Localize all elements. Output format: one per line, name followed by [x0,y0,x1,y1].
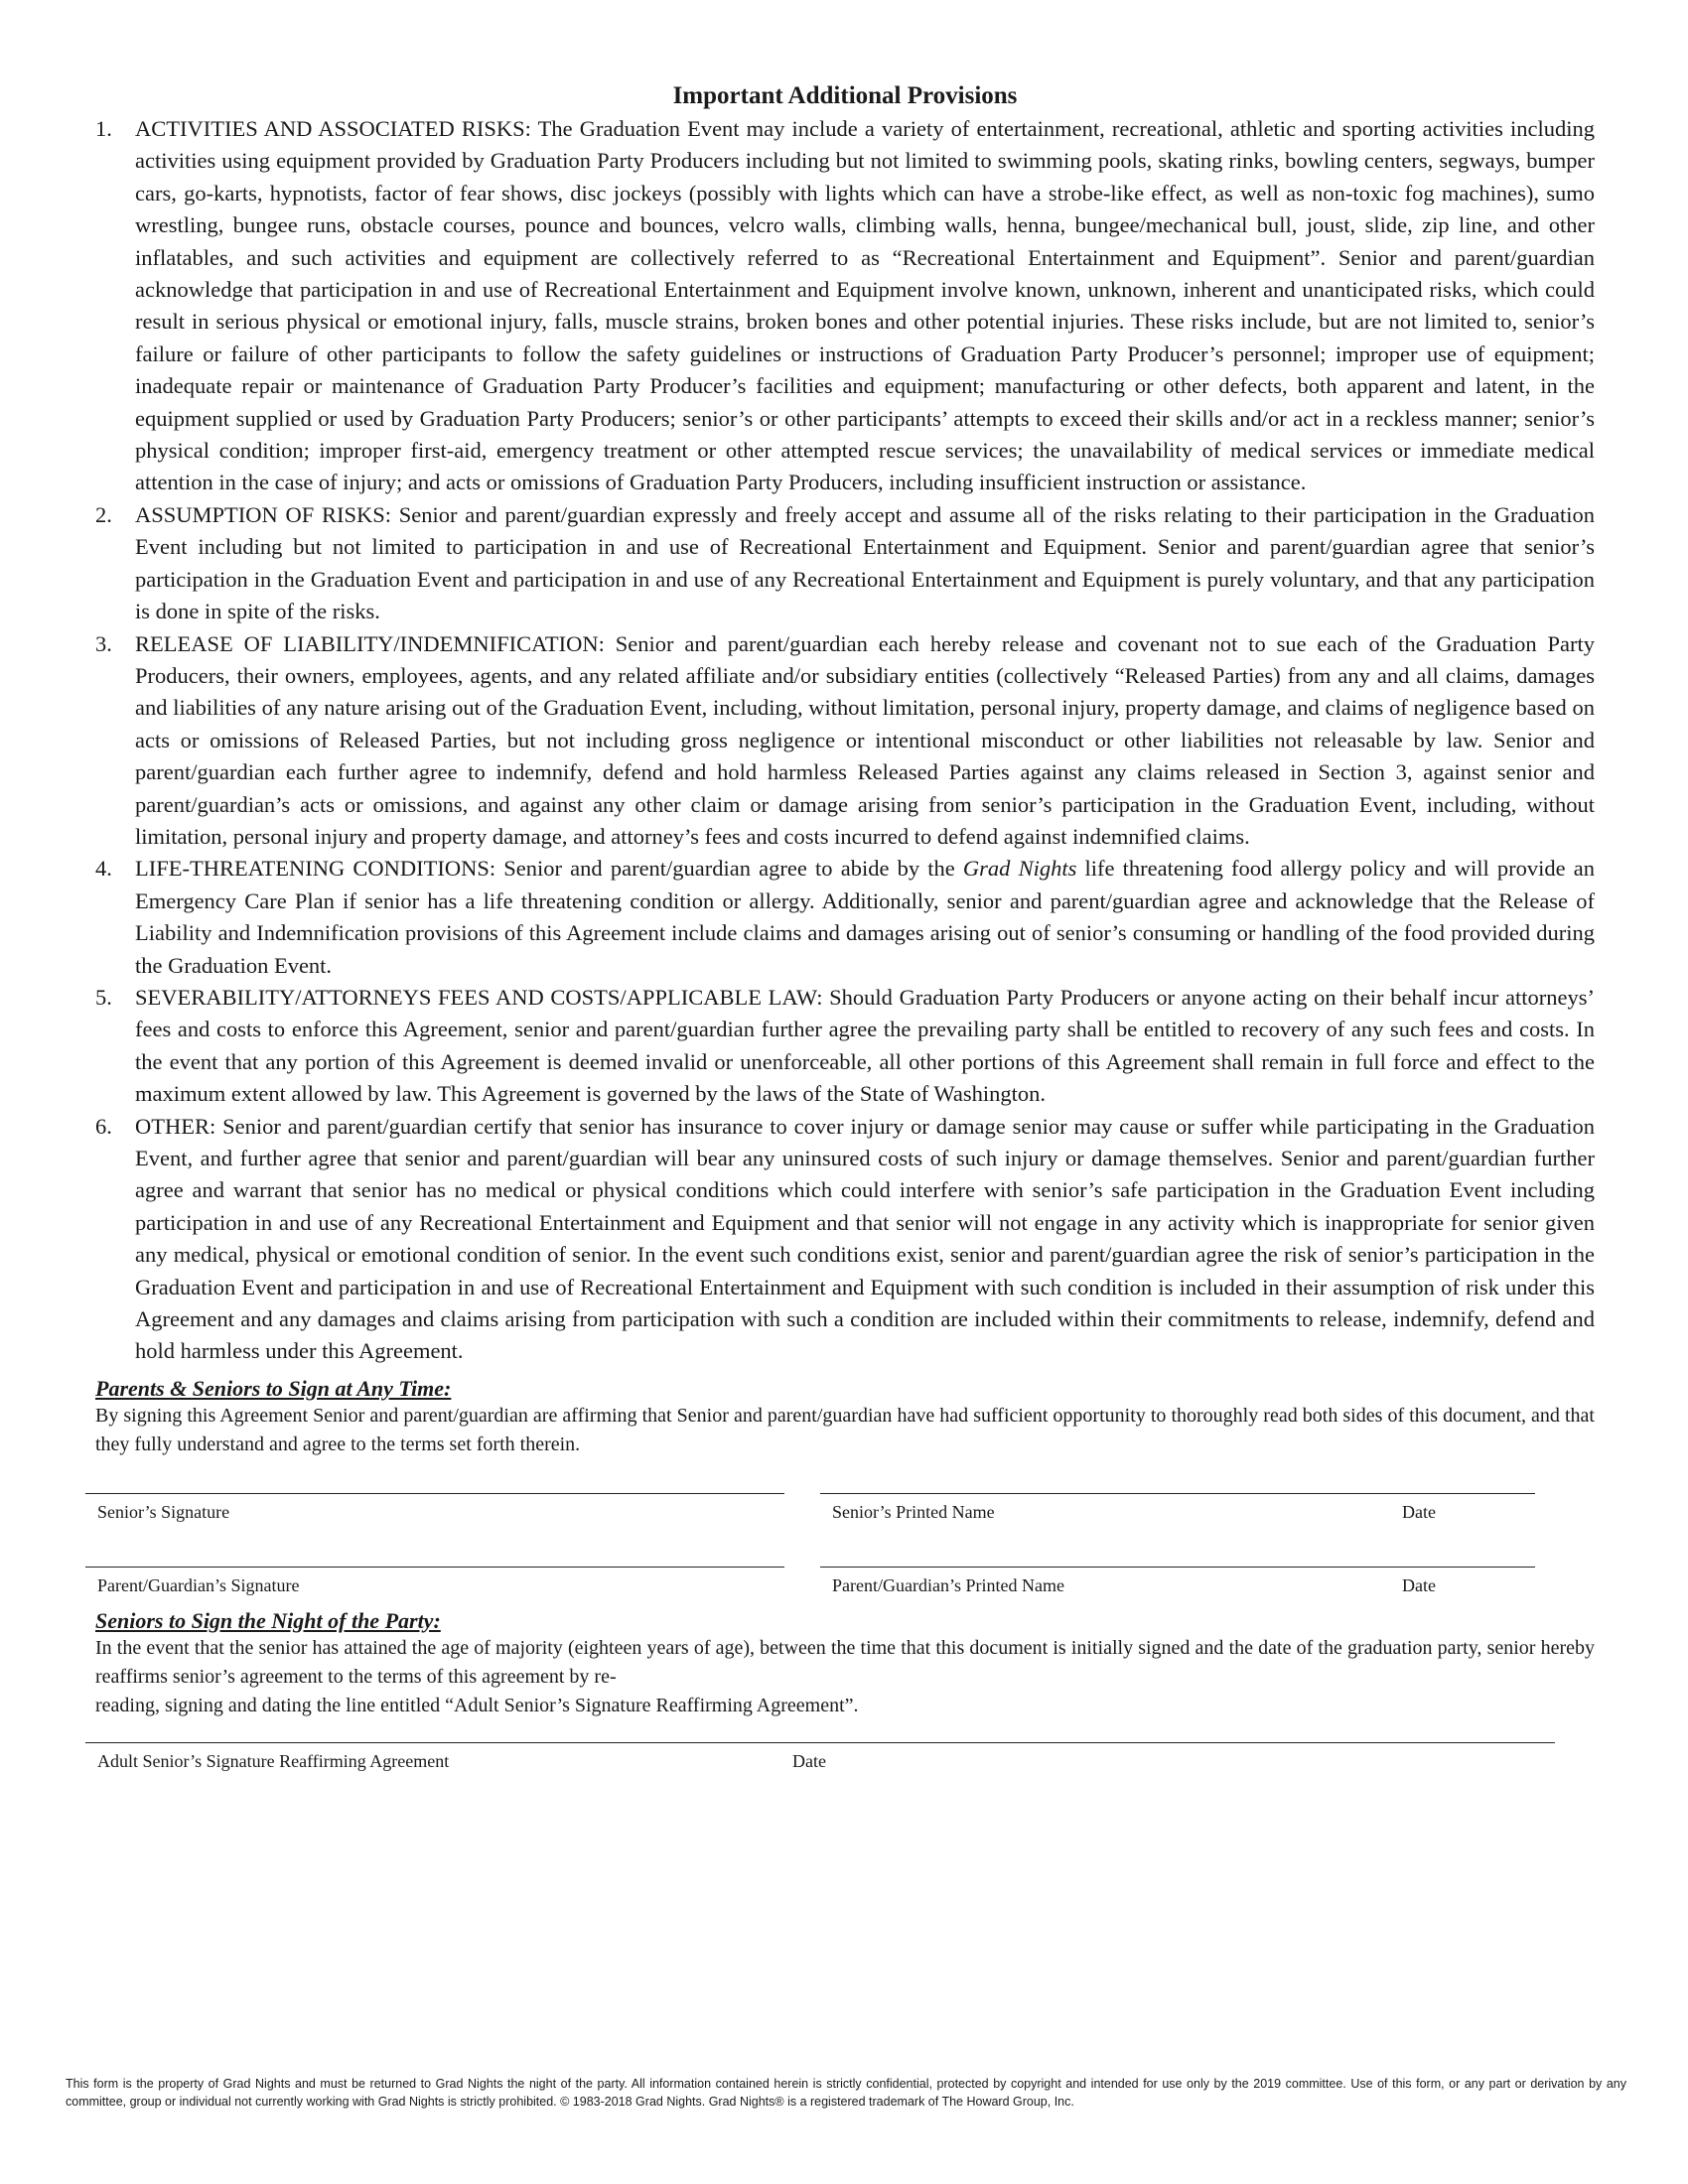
sign-anytime-text: By signing this Agreement Senior and parent/guardian are affirming that Senior and parent/guardian have had sufficient opportunity to thoroughly read both sides of this document, and that they fully understand and agree to the terms set forth therein. [95,1404,1595,1455]
sign-anytime-heading: Parents & Seniors to Sign at Any Time: [95,1375,452,1401]
senior-signature-line[interactable] [85,1493,784,1494]
provision-number: 6. [95,1113,112,1139]
grad-nights-italic: Grad Nights [962,856,1077,882]
senior-printed-name-label: Senior’s Printed Name [832,1501,995,1522]
adult-signature-line[interactable] [85,1742,1555,1743]
provision-number: 5. [95,984,112,1010]
provision-text-before: LIFE-THREATENING CONDITIONS: Senior and parent/guardian agree to abide by the [135,856,963,882]
parent-signature-line[interactable] [85,1567,784,1568]
provision-5 [95,982,1595,1111]
provision-text-after: life threatening food allergy policy and will provide an Emergency Care Plan if senior has a life threatening condition or allergy. Additionally, senior and parent/guardian agree and acknowledge that the Release of Liability and Indemnification provisions of this Agreement include claims and damages arising out of senior’s consuming or handling of the food provided during the Graduation Event. [135,856,1595,978]
provision-3 [95,628,1595,854]
parent-date-label: Date [1402,1574,1436,1595]
sign-night-heading: Seniors to Sign the Night of the Party: [95,1607,441,1633]
adult-signature-label: Adult Senior’s Signature Reaffirming Agreement [97,1750,450,1771]
senior-signature-label: Senior’s Signature [97,1501,230,1522]
provision-4 [95,853,1595,982]
provision-2 [95,499,1595,628]
provision-text: RELEASE OF LIABILITY/INDEMNIFICATION: Senior and parent/guardian each hereby release and covenant not to sue each of the Graduation Party Producers, their owners, employees, agents, and any related affiliate and/or subsidiary entities (collectively “Released Parties) from any and all claims, damages and liabilities of any nature arising out of the Graduation Event, including, without limitation, personal injury, property damage, and claims of negligence based on acts or omissions of Released Parties, but not including gross negligence or intentional misconduct or other liabilities not releasable by law. Senior and parent/guardian each further agree to indemnify, defend and hold harmless Released Parties against any claims released in Section 3, against senior and parent/guardian’s acts or omissions, and against any other claim or damage arising from senior’s participation in the Graduation Event, including, without limitation, personal injury and property damage, and attorney’s fees and costs incurred to defend against indemnified claims. [135,630,1595,849]
senior-signature-row [95,1493,1595,1567]
adult-date-label: Date [792,1750,826,1771]
parent-printed-name-line[interactable] [820,1567,1535,1568]
senior-date-label: Date [1402,1501,1436,1522]
provision-number: 4. [95,856,112,882]
provision-text: ASSUMPTION OF RISKS: Senior and parent/guardian expressly and freely accept and assume all of the risks relating to their participation in the Graduation Event including but not limited to participation in and use of Recreational Entertainment and Equipment. Senior and parent/guardian agree that senior’s participation in the Graduation Event and participation in and use of any Recreational Entertainment and Equipment is purely voluntary, and that any participation is done in spite of the risks. [135,501,1595,624]
provision-number: 1. [95,116,112,141]
provision-6 [95,1111,1595,1368]
provision-1 [95,113,1595,499]
sign-night-text-line2: reading, signing and dating the line entitled “Adult Senior’s Signature Reaffirming Agreement”. [95,1694,859,1716]
provision-text: SEVERABILITY/ATTORNEYS FEES AND COSTS/APPLICABLE LAW: Should Graduation Party Producers or anyone acting on their behalf incur attorneys’ fees and costs to enforce this Agreement, senior and parent/guardian further agree the prevailing party shall be entitled to recovery of any such fees and costs. In the event that any portion of this Agreement is deemed invalid or unenforceable, all other portions of this Agreement shall remain in full force and effect to the maximum extent allowed by law. This Agreement is governed by the laws of the State of Washington. [135,984,1595,1107]
senior-printed-name-line[interactable] [820,1493,1535,1494]
provision-number: 3. [95,630,112,656]
adult-signature-row [95,1742,1595,1816]
provision-text: OTHER: Senior and parent/guardian certify that senior has insurance to cover injury or damage senior may cause or suffer while participating in the Graduation Event, and further agree that senior and parent/guardian will bear any uninsured costs of such injury or damage themselves. Senior and parent/guardian further agree and warrant that senior has no medical or physical conditions which could interfere with senior’s safe participation in the Graduation Event including participation in and use of any Recreational Entertainment and Equipment and that senior will not engage in any activity which is inappropriate for senior given any medical, physical or emotional condition of senior. In the event such conditions exist, senior and parent/guardian agree the risk of senior’s participation in the Graduation Event and participation in and use of Recreational Entertainment and Equipment with such condition is included in their assumption of risk under this Agreement and any damages and claims arising from participation with such a condition are included within their commitments to release, indemnify, defend and hold harmless under this Agreement. [135,1113,1595,1364]
footer-notice: This form is the property of Grad Nights and must be returned to Grad Nights the night of the party. All information contained herein is strictly confidential, protected by copyright and intended for use only by the 2019 committee. Use of this form, or any part or derivation by any committee, group or individual not currently working with Grad Nights is strictly prohibited. © 1983-2018 Grad Nights. Grad Nights® is a registered trademark of The Howard Group, Inc. [66,2077,1626,2109]
parent-signature-label: Parent/Guardian’s Signature [97,1574,300,1595]
document-page [95,81,1595,1816]
provisions-list [95,113,1595,1368]
parent-signature-row [95,1567,1595,1640]
provision-text: ACTIVITIES AND ASSOCIATED RISKS: The Graduation Event may include a variety of entertainment, recreational, athletic and sporting activities including activities using equipment provided by Graduation Party Producers including but not limited to swimming pools, skating rinks, bowling centers, segways, bumper cars, go-karts, hypnotists, factor of fear shows, disc jockeys (possibly with lights which can have a strobe-like effect, as well as non-toxic fog machines), sumo wrestling, bungee runs, obstacle courses, pounce and bounces, velcro walls, climbing walls, henna, bungee/mechanical bull, joust, slide, zip line, and other inflatables, and such activities and equipment are collectively referred to as “Recreational Entertainment and Equipment”. Senior and parent/guardian acknowledge that participation in and use of Recreational Entertainment and Equipment involve known, unknown, inherent and unanticipated risks, which could result in serious physical or emotional injury, falls, muscle strains, broken bones and other potential injuries. These risks include, but are not limited to, senior’s failure or failure of other participants to follow the safety guidelines or instructions of Graduation Party Producer’s personnel; improper use of equipment; inadequate repair or maintenance of Graduation Party Producer’s facilities and equipment; manufacturing or other defects, both apparent and latent, in the equipment supplied or used by Graduation Party Producers; senior’s or other participants’ attempts to exceed their skills and/or act in a reckless manner; senior’s physical condition; improper first-aid, emergency treatment or other attempted rescue services; the unavailability of medical services or immediate medical attention in the case of injury; and acts or omissions of Graduation Party Producers, including insufficient instruction or assistance. [135,116,1595,495]
page-title: Important Additional Provisions [672,82,1018,109]
provision-number: 2. [95,501,112,527]
parent-printed-name-label: Parent/Guardian’s Printed Name [832,1574,1064,1595]
sign-night-text-line1: In the event that the senior has attained the age of majority (eighteen years of age), between the time that this document is initially signed and the date of the graduation party, senior hereby reaffirms senior’s agreement to the terms of this agreement by re- [95,1636,1595,1688]
